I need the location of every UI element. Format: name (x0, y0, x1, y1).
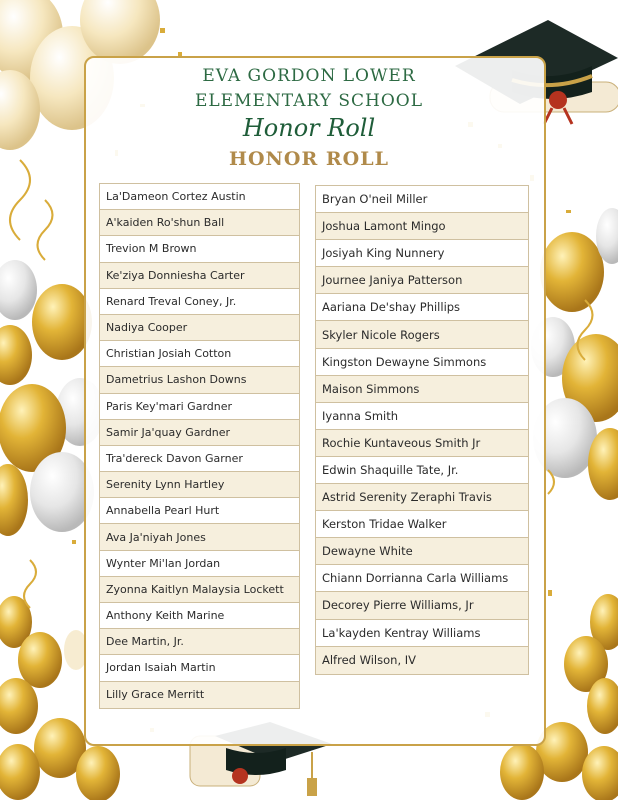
name-row: Annabella Pearl Hurt (100, 498, 299, 524)
name-row: Zyonna Kaitlyn Malaysia Lockett (100, 577, 299, 603)
name-row: Trevion M Brown (100, 236, 299, 262)
name-row: Maison Simmons (316, 376, 528, 403)
name-row: Skyler Nicole Rogers (316, 321, 528, 348)
name-row: La'kayden Kentray Williams (316, 620, 528, 647)
name-row: Christian Josiah Cotton (100, 341, 299, 367)
name-row: Anthony Keith Marine (100, 603, 299, 629)
name-row: Aariana De'shay Phillips (316, 294, 528, 321)
page-heading: HONOR ROLL (229, 148, 389, 170)
name-row: Renard Treval Coney, Jr. (100, 289, 299, 315)
name-row: Astrid Serenity Zeraphi Travis (316, 484, 528, 511)
name-row: Rochie Kuntaveous Smith Jr (316, 430, 528, 457)
name-row: Kerston Tridae Walker (316, 511, 528, 538)
name-row: Tra'dereck Davon Garner (100, 446, 299, 472)
name-row: Jordan Isaiah Martin (100, 655, 299, 681)
school-name (150, 64, 468, 114)
name-row: Ke'ziya Donniesha Carter (100, 263, 299, 289)
name-row: Journee Janiya Patterson (316, 267, 528, 294)
name-row: Dee Martin, Jr. (100, 629, 299, 655)
name-row: Edwin Shaquille Tate, Jr. (316, 457, 528, 484)
names-column-right (315, 185, 529, 675)
name-row: Kingston Dewayne Simmons (316, 349, 528, 376)
name-row: Joshua Lamont Mingo (316, 213, 528, 240)
name-row: Dametrius Lashon Downs (100, 367, 299, 393)
name-row: Bryan O'neil Miller (316, 186, 528, 213)
school-name-line2: ELEMENTARY SCHOOL (194, 91, 424, 111)
name-row: Iyanna Smith (316, 403, 528, 430)
school-name-line1: EVA GORDON LOWER (202, 66, 416, 86)
name-row: Alfred Wilson, IV (316, 647, 528, 674)
name-row: Lilly Grace Merritt (100, 682, 299, 708)
name-row: Serenity Lynn Hartley (100, 472, 299, 498)
names-column-left (99, 183, 300, 709)
name-row: Dewayne White (316, 538, 528, 565)
name-row: Josiyah King Nunnery (316, 240, 528, 267)
name-row: Paris Key'mari Gardner (100, 394, 299, 420)
name-row: Wynter Mi'lan Jordan (100, 551, 299, 577)
name-row: Ava Ja'niyah Jones (100, 524, 299, 550)
name-row: Chiann Dorrianna Carla Williams (316, 565, 528, 592)
name-row: Samir Ja'quay Gardner (100, 420, 299, 446)
script-title: Honor Roll (242, 114, 376, 142)
name-row: La'Dameon Cortez Austin (100, 184, 299, 210)
name-row: Decorey Pierre Williams, Jr (316, 592, 528, 619)
name-row: A'kaiden Ro'shun Ball (100, 210, 299, 236)
name-row: Nadiya Cooper (100, 315, 299, 341)
